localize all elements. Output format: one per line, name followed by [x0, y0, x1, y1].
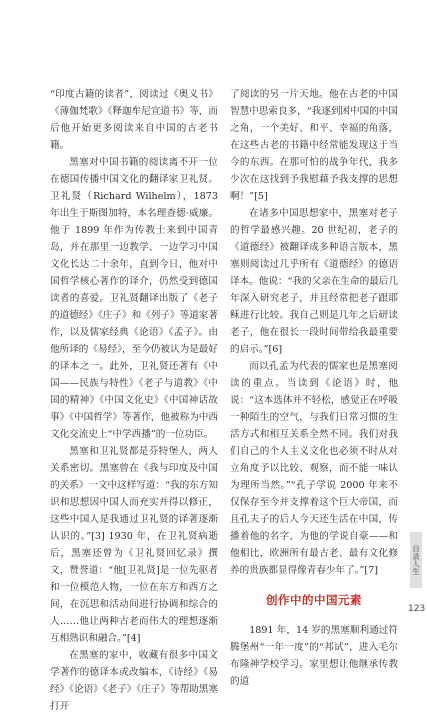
- left-column: [50, 86, 218, 715]
- side-tab-label: 目录人生: [411, 545, 421, 575]
- paragraph: 黑塞对中国书籍的阅读离不开一位在德国传播中国文化的翻译家卫礼贤。卫礼贤（Richard Wilhelm），1873 年出生于斯图加特，本名理查德·威廉。他于 1899 年作为传教士来到中国青岛，并在那里一边教学、一边学习中国文化长达二十余年，直到今日，他对中国哲学核心著作的译介，仍然受到德国读者的喜爱。卫礼贤翻译出版了《老子的道德经》《庄子》和《列子》等道家著作，以及儒家经典《论语》《孟子》。由他所译的《易经》，至今仍被认为是最好的译本之一。此外，卫礼贤还著有《中国——民族与特性》《老子与道教》《中国的精神》《中国文化史》《中国神话故事》《中国哲学》等著作，他被称为中西文化交流史上“中学西播”的一位功臣。: [50, 157, 218, 440]
- paragraph: 而以孔孟为代表的儒家也是黑塞阅读的重点。当读到《论语》时，他说：“这本选体并不轻松，感觉正在呼吸一种陌生的空气，与我们日常习惯的生活方式和相互关系全然不同。我们对我们自己的个人主义文化也必须不时从对立角度予以比较、观察，而不能一味认为理所当然。”“孔子学说 2000 年来不仅保存至今并支撑着这个巨大帝国，而且孔夫子的后人今天还生活在中国，传播着他的名字，为他的学说自豪——和他相比，欧洲所有最古老、最有文化修养的贵族都显得像青春少年了。”[7]: [230, 361, 398, 576]
- section-heading: 创作中的中国元素: [266, 593, 362, 607]
- right-column: [230, 86, 398, 690]
- side-tab: [410, 532, 422, 588]
- paragraph: 在诸多中国思想家中，黑塞对老子的哲学最感兴趣。20 世纪初，老子的《道德经》被翻译成多种语言版本，黑塞则阅读过几乎所有《道德经》的德语译本。他说：“我的父亲在生命的最后几年深入研究老子，并且经常把老子跟耶稣进行比较。我自己则是几年之后研读老子，他在很长一段时间带给我最重要的启示。”[6]: [230, 208, 398, 355]
- paragraph: 黑塞和卫礼贤都是芬特堡人，两人关系密切。黑塞曾在《我与印度及中国的关系》一文中这样写道：“我的东方知识和思想因中国人而充实并得以修正，这些中国人是我通过卫礼贤的译著逐渐认识的。”[3] 1930 年，在卫礼贤病逝后，黑塞还曾为《卫礼贤回忆录》撰文，赞誉道：“他[卫礼贤]是一位先驱者和一位模范人物，一位在东方和西方之间，在沉思和活动间进行协调和综合的人……他让两种古老而伟大的理想逐渐互相熟识和融合。”[4]: [50, 446, 218, 644]
- paragraph: 在黑塞的家中，收藏有很多中国文学著作的德译本或改编本，《诗经》《易经》《论语》《老子》《庄子》等帮助黑塞打开: [50, 650, 218, 712]
- paragraph: “印度古籍的读者”，阅读过《奥义书》《薄伽梵歌》《释迦牟尼宣道书》等，而后他开始更多阅读来自中国的古老书籍。: [50, 89, 218, 151]
- paragraph: 了阅读的另一片天地。他在古老的中国智慧中思索良多，“我逐到困中国的中国之角，一个美好、和平、幸福的角落，在这些古老的书籍中经常能发现这于当今的东西。在那可怕的战争年代，我多少次在这找到予我慰藉予我支撑的思想啊！”[5]: [230, 89, 398, 202]
- paragraph: 1891 年，14 岁的黑塞顺利通过符腾堡州“一年一度”的“邦试”，进入毛尔布隆神学校学习。家里想让他继承传教的道: [230, 625, 398, 687]
- section-heading-container: [230, 592, 398, 610]
- page-number: 123: [408, 604, 426, 614]
